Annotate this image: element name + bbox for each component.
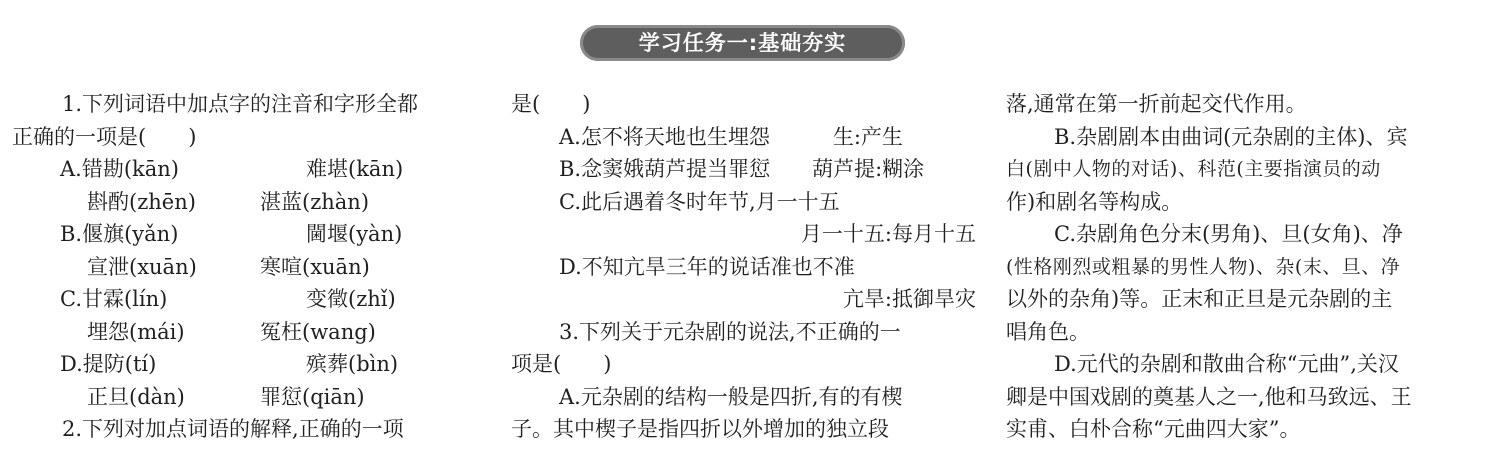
option-b-row-2 [12, 251, 482, 284]
option-c-word-1: C.甘霖(lín) [60, 287, 168, 311]
q2-option-b: B.念窦娥葫芦提当罪愆 葫芦提:糊涂 [559, 157, 925, 181]
q3-option-c-line-2: (性格刚烈或粗暴的男性人物)、杂(末、旦、净 [1006, 255, 1401, 278]
q3-option-c-line-1: C.杂剧角色分末(男角)、旦(女角)、净 [1054, 222, 1403, 246]
column-2 [511, 88, 976, 446]
q2-option-c: C.此后遇着冬时年节,月一十五 [559, 189, 840, 214]
q3-option-d-line-3: 实甫、白朴合称“元曲四大家”。 [1006, 417, 1301, 441]
option-d-word-3: 正旦(dàn) [87, 384, 185, 409]
option-a-word-2: 难堪(kān) [306, 157, 404, 181]
question-2-line-2: 是( ) [511, 92, 591, 116]
q3-option-a-line-2: 子。其中楔子是指四折以外增加的独立段 [511, 417, 889, 441]
question-1-line-1: 1.下列词语中加点字的注音和字形全都 [62, 92, 419, 116]
option-c-row-1 [12, 283, 482, 316]
option-b-row-1 [12, 218, 482, 251]
q2-option-d: D.不知亢旱三年的说话准也不准 [559, 254, 855, 279]
q2-option-d-gloss: 亢旱:抵御旱灾 [842, 287, 976, 311]
option-d-word-1: D.提防(tí) [60, 352, 157, 376]
q3-option-d-line-2: 卿是中国戏剧的奠基人之一,他和马致远、王 [1006, 384, 1412, 409]
option-b-word-2: 閫堰(yàn) [306, 222, 403, 246]
option-d-row-2 [12, 381, 482, 414]
option-c-word-3: 埋怨(mái) [87, 319, 185, 344]
q3-option-d-line-1: D.元代的杂剧和散曲合称“元曲”,关汉 [1054, 352, 1399, 376]
option-d-word-2: 殡葬(bìn) [306, 352, 399, 376]
option-a-word-4: 湛蓝(zhàn) [260, 189, 370, 214]
q3-option-b-line-2: 白(剧中人物的对话)、科范(主要指演员的动 [1006, 158, 1381, 180]
q3-option-c-line-4: 唱角色。 [1006, 319, 1090, 344]
question-2-line-1: 2.下列对加点词语的解释,正确的一项 [62, 417, 404, 441]
option-a-word-1: A.错勘(kān) [60, 157, 179, 181]
section-header [580, 25, 905, 61]
question-1-line-2: 正确的一项是( ) [12, 124, 197, 149]
section-title: 学习任务一:基础夯实 [638, 31, 847, 55]
option-c-word-4: 冤枉(wang) [260, 319, 376, 344]
q3-option-a-line-1: A.元杂剧的结构一般是四折,有的有楔 [559, 384, 903, 409]
option-d-row-1 [12, 348, 482, 381]
q3-option-b-line-3: 作)和剧名等构成。 [1006, 189, 1183, 214]
q3-option-a-line-3: 落,通常在第一折前起交代作用。 [1006, 92, 1307, 116]
option-b-word-4: 寒喧(xuān) [260, 254, 370, 279]
q2-option-c-gloss: 月一十五:每月十五 [800, 222, 976, 246]
column-1 [12, 88, 482, 446]
option-c-row-2 [12, 316, 482, 349]
option-b-word-1: B.偃旗(yǎn) [60, 222, 179, 246]
option-a-word-3: 斟酌(zhēn) [87, 189, 196, 214]
question-3-line-2: 项是( ) [511, 352, 612, 376]
q3-option-b-line-1: B.杂剧剧本由曲词(元杂剧的主体)、宾 [1054, 124, 1408, 149]
q2-option-a: A.怎不将天地也生埋怨 生:产生 [559, 124, 903, 149]
option-a-row-1 [12, 153, 482, 186]
question-3-line-1: 3.下列关于元杂剧的说法,不正确的一 [559, 319, 901, 344]
q3-option-c-line-3: 以外的杂角)等。正末和正旦是元杂剧的主 [1006, 287, 1393, 311]
option-c-word-2: 变徵(zhǐ) [306, 287, 396, 311]
option-a-row-2 [12, 186, 482, 219]
option-b-word-3: 宣泄(xuān) [87, 254, 197, 279]
option-d-word-4: 罪愆(qiān) [260, 384, 365, 409]
column-3 [1006, 88, 1484, 446]
